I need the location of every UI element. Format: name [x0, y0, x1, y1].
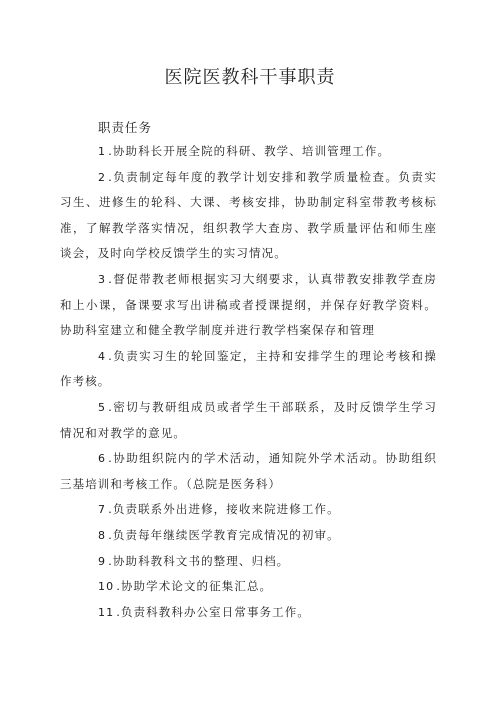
- duty-text: .负责实习生的轮回鉴定，主持和安排学生的理论考核和操作考核。: [60, 348, 437, 389]
- duty-item-10: [60, 574, 437, 600]
- duty-text: .负责科教科办公室日常事务工作。: [116, 604, 310, 619]
- duty-text: .协助科长开展全院的科研、教学、培训管理工作。: [108, 144, 391, 158]
- duty-item-6: [60, 446, 437, 497]
- duty-item-2: [60, 165, 437, 267]
- duty-item-4: [60, 344, 437, 395]
- duty-number: 10: [98, 580, 115, 594]
- duty-text: .协助科教科文书的整理、归档。: [108, 553, 290, 568]
- duty-number: 6: [98, 452, 107, 466]
- duty-list: [60, 139, 437, 625]
- duty-text: .协助学术论文的征集汇总。: [116, 579, 273, 594]
- duty-number: 11: [98, 605, 115, 619]
- duty-text: .负责每年继续医学教育完成情况的初审。: [108, 527, 340, 542]
- section-heading: 职责任务: [98, 120, 153, 135]
- duty-number: 2: [98, 170, 107, 184]
- duty-text: .督促带教老师根据实习大纲要求，认真带教安排教学查房和上小课，备课要求写出讲稿或者授课提纲，并保存好教学资料。协助科室建立和健全教学制度并进行教学档案保存和管理: [60, 271, 437, 338]
- duty-text: .负责联系外出进修，接收来院进修工作。: [108, 502, 340, 517]
- duty-number: 5: [98, 400, 107, 414]
- duty-item-11: [60, 600, 437, 626]
- duty-number: 4: [98, 349, 107, 363]
- page-title: 医院医教科干事职责: [164, 67, 336, 88]
- duty-item-8: [60, 523, 437, 549]
- duty-text: .协助组织院内的学术活动，通知院外学术活动。协助组织三基培训和考核工作。（总院是医务科）: [60, 451, 437, 491]
- duty-item-7: [60, 497, 437, 523]
- duty-text: .密切与教研组成员或者学生干部联系，及时反馈学生学习情况和对教学的意见。: [60, 399, 437, 440]
- duty-number: 8: [98, 528, 107, 542]
- duty-number: 7: [98, 503, 107, 517]
- duty-number: 3: [98, 272, 107, 286]
- duty-number: 1: [98, 145, 107, 158]
- duty-item-3: [60, 267, 437, 344]
- duty-text: .负责制定每年度的教学计划安排和教学质量检查。负责实习生、进修生的轮科、大课、考核安排，协助制定科室带教考核标准，了解教学落实情况，组织教学大查房、教学质量评估和师生座谈会，及时向学校反馈学生的实习情况。: [60, 169, 437, 261]
- duty-number: 9: [98, 554, 107, 568]
- duty-item-9: [60, 549, 437, 575]
- duty-item-5: [60, 395, 437, 446]
- duty-item-1: [60, 139, 437, 165]
